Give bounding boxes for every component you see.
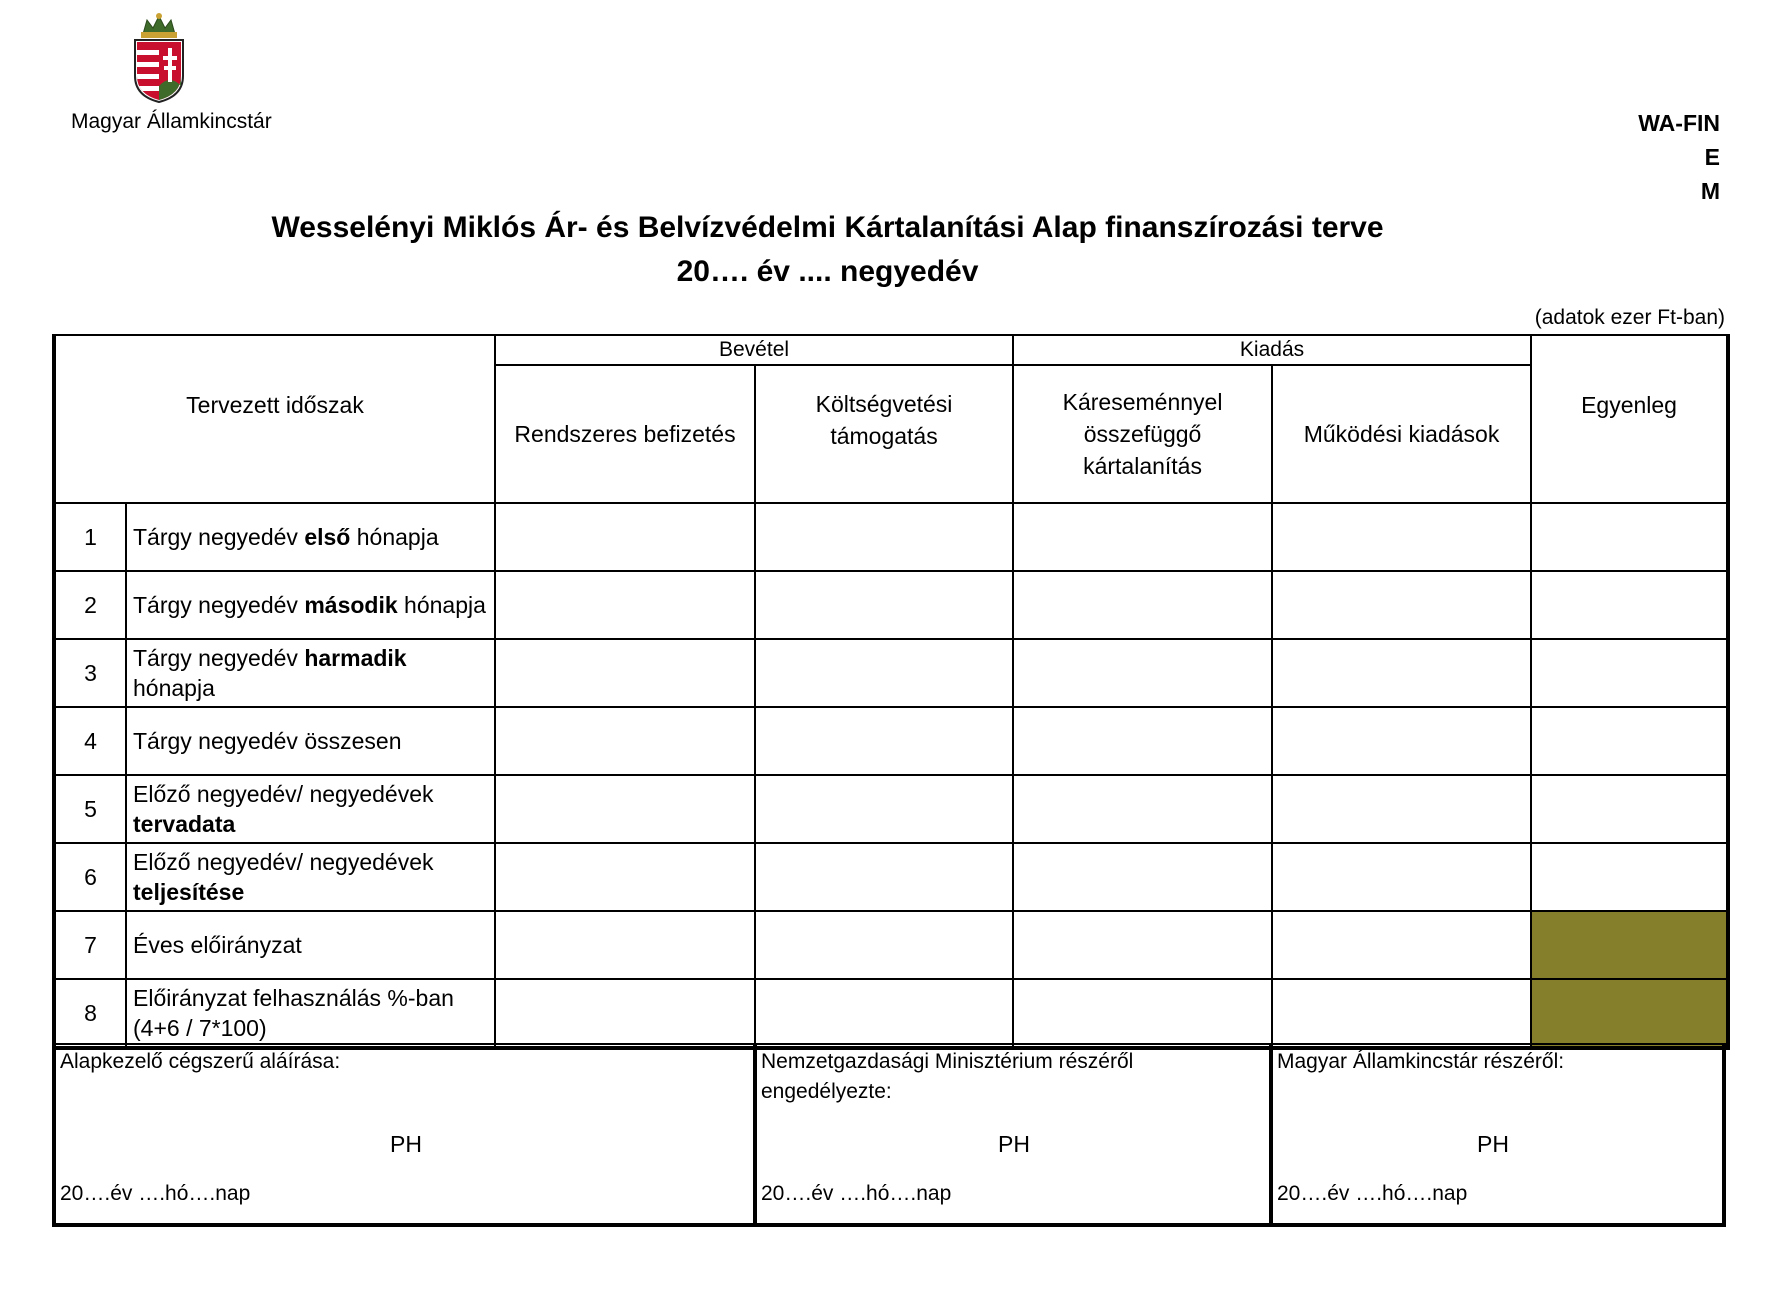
balance-cell[interactable]: [1531, 503, 1728, 571]
damage-compensation-cell[interactable]: [1013, 707, 1272, 775]
operating-expenses-cell[interactable]: [1272, 911, 1531, 979]
signature-date: 20….év ….hó….nap: [1277, 1182, 1468, 1205]
budget-support-cell[interactable]: [755, 503, 1013, 571]
fund-manager-caption: Alapkezelő cégszerű aláírása:: [60, 1050, 341, 1073]
ministry-signature-block: [753, 1043, 1271, 1227]
regular-payment-header: Rendszeres befizetés: [495, 365, 755, 503]
row-label: Előző negyedév/ negyedévek tervadata: [126, 775, 495, 843]
row-label: Éves előirányzat: [126, 911, 495, 979]
balance-header-label: Egyenleg: [1581, 392, 1677, 418]
income-group-header: Bevétel: [495, 335, 1013, 365]
budget-support-cell[interactable]: [755, 775, 1013, 843]
regular-payment-cell[interactable]: [495, 979, 755, 1048]
header-line: támogatás: [830, 423, 938, 449]
damage-compensation-cell[interactable]: [1013, 571, 1272, 639]
balance-header: [1531, 335, 1728, 503]
row-number: 3: [54, 639, 126, 707]
damage-compensation-cell[interactable]: [1013, 503, 1272, 571]
regular-payment-cell[interactable]: [495, 639, 755, 707]
table-row: [54, 843, 1728, 911]
row-number: 2: [54, 571, 126, 639]
damage-compensation-cell[interactable]: [1013, 979, 1272, 1048]
stamp-placeholder: PH: [998, 1131, 1030, 1157]
expense-group-header: Kiadás: [1013, 335, 1531, 365]
fund-manager-signature-block: [52, 1043, 755, 1227]
budget-support-cell[interactable]: [755, 843, 1013, 911]
period-header: [54, 335, 495, 503]
form-code: [1638, 106, 1720, 208]
budget-support-cell[interactable]: [755, 571, 1013, 639]
row-number: 5: [54, 775, 126, 843]
table-row: [54, 911, 1728, 979]
operating-expenses-cell[interactable]: [1272, 979, 1531, 1048]
damage-compensation-cell[interactable]: [1013, 639, 1272, 707]
balance-cell[interactable]: [1531, 707, 1728, 775]
treasury-signature-block: [1269, 1043, 1726, 1227]
table-row: [54, 639, 1728, 707]
header-line: Költségvetési: [815, 391, 953, 417]
operating-expenses-header: Működési kiadások: [1272, 365, 1531, 503]
regular-payment-cell[interactable]: [495, 843, 755, 911]
row-number: 6: [54, 843, 126, 911]
budget-support-cell[interactable]: [755, 639, 1013, 707]
operating-expenses-cell[interactable]: [1272, 707, 1531, 775]
financing-plan-table: [52, 334, 1730, 1050]
budget-support-cell[interactable]: [755, 911, 1013, 979]
stamp-placeholder: PH: [390, 1131, 422, 1157]
regular-payment-cell[interactable]: [495, 503, 755, 571]
operating-expenses-cell[interactable]: [1272, 571, 1531, 639]
table-row: [54, 571, 1728, 639]
balance-cell[interactable]: [1531, 775, 1728, 843]
form-code-line: E: [1704, 144, 1720, 170]
ministry-caption: [761, 1047, 1133, 1107]
regular-payment-cell[interactable]: [495, 775, 755, 843]
operating-expenses-cell[interactable]: [1272, 843, 1531, 911]
operating-expenses-cell[interactable]: [1272, 775, 1531, 843]
budget-support-header: [755, 365, 1013, 503]
budget-support-cell[interactable]: [755, 707, 1013, 775]
balance-cell[interactable]: [1531, 843, 1728, 911]
regular-payment-cell[interactable]: [495, 571, 755, 639]
signature-date: 20….év ….hó….nap: [60, 1182, 251, 1205]
row-number: 4: [54, 707, 126, 775]
row-number: 1: [54, 503, 126, 571]
operating-expenses-cell[interactable]: [1272, 639, 1531, 707]
row-label: Előirányzat felhasználás %-ban (4+6 / 7*100): [126, 979, 495, 1048]
caption-line: engedélyezte:: [761, 1080, 892, 1103]
balance-cell[interactable]: [1531, 571, 1728, 639]
treasury-caption: Magyar Államkincstár részéről:: [1277, 1050, 1565, 1073]
row-number: 7: [54, 911, 126, 979]
balance-cell[interactable]: [1531, 639, 1728, 707]
stamp-placeholder: PH: [1477, 1131, 1509, 1157]
period-header-label: Tervezett időszak: [186, 392, 364, 418]
units-note: (adatok ezer Ft-ban): [1534, 306, 1725, 329]
title-line-2: 20…. év .... negyedév: [676, 255, 979, 288]
balance-cell-shaded: [1531, 911, 1728, 979]
row-label: Tárgy negyedév összesen: [126, 707, 495, 775]
form-code-line: WA-FIN: [1638, 110, 1720, 136]
row-label: Tárgy negyedév harmadik hónapja: [126, 639, 495, 707]
table-row: [54, 707, 1728, 775]
balance-cell-shaded: [1531, 979, 1728, 1048]
document-title: [0, 206, 1771, 294]
organization-name: Magyar Államkincstár: [71, 110, 272, 133]
caption-line: Nemzetgazdasági Minisztérium részéről: [761, 1050, 1134, 1073]
damage-compensation-cell[interactable]: [1013, 911, 1272, 979]
row-label: Előző negyedév/ negyedévek teljesítése: [126, 843, 495, 911]
row-label: Tárgy negyedév második hónapja: [126, 571, 495, 639]
damage-compensation-cell[interactable]: [1013, 843, 1272, 911]
operating-expenses-cell[interactable]: [1272, 503, 1531, 571]
form-code-line: M: [1700, 178, 1720, 204]
header-line: kártalanítás: [1083, 453, 1202, 479]
damage-compensation-cell[interactable]: [1013, 775, 1272, 843]
coat-of-arms-logo: [129, 12, 189, 104]
budget-support-cell[interactable]: [755, 979, 1013, 1048]
signature-date: 20….év ….hó….nap: [761, 1182, 952, 1205]
row-label: Tárgy negyedév első hónapja: [126, 503, 495, 571]
title-line-1: Wesselényi Miklós Ár- és Belvízvédelmi Kártalanítási Alap finanszírozási terve: [271, 211, 1384, 244]
regular-payment-cell[interactable]: [495, 911, 755, 979]
damage-compensation-header: [1013, 365, 1272, 503]
table-row: [54, 503, 1728, 571]
header-line: Káreseménnyel: [1062, 389, 1223, 415]
row-number: 8: [54, 979, 126, 1048]
table-row: [54, 775, 1728, 843]
table-row: [54, 979, 1728, 1048]
regular-payment-cell[interactable]: [495, 707, 755, 775]
header-line: összefüggő: [1083, 421, 1202, 447]
